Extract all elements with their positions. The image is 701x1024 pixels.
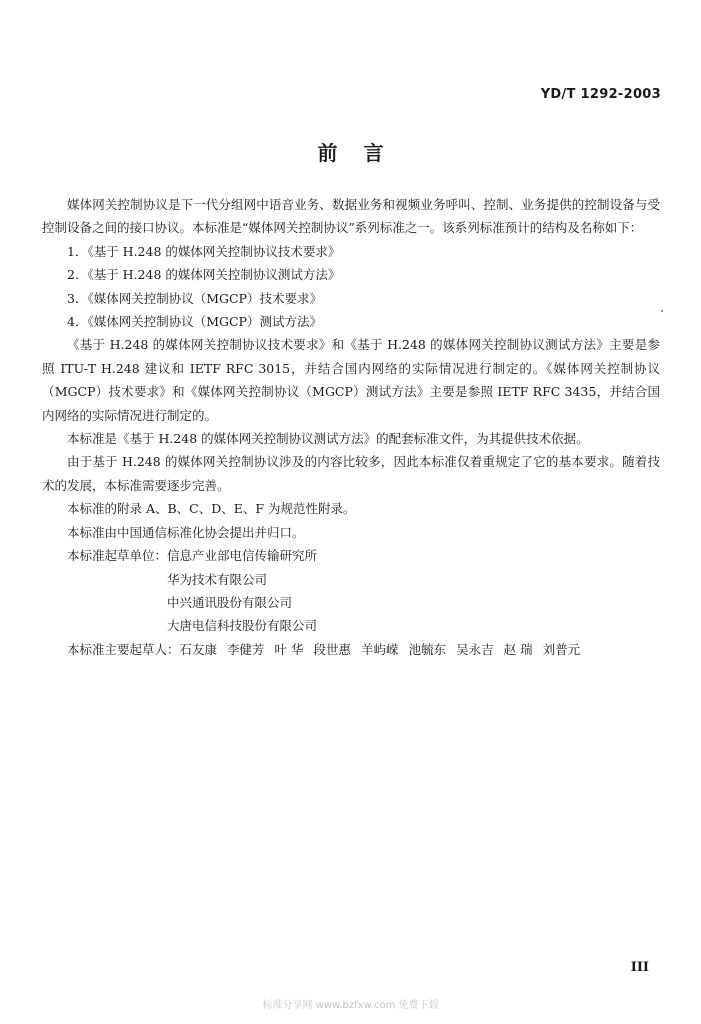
drafter-name: 刘普元	[542, 641, 581, 657]
drafter-name: 池毓东	[408, 641, 447, 657]
drafters-label: 本标准主要起草人：	[67, 641, 180, 657]
scan-speck	[661, 310, 663, 312]
drafter-name: 羊屿嵘	[361, 641, 399, 657]
drafting-unit: 信息产业部电信传输研究所	[167, 548, 318, 564]
watermark: 标准分享网 www.bzfxw.com 免费下载	[262, 1000, 439, 1011]
drafter-name: 段世惠	[313, 641, 352, 657]
drafter-name: 赵 瑞	[503, 641, 533, 657]
drafting-unit: 大唐电信科技股份有限公司	[167, 618, 318, 634]
page-number: III	[630, 960, 649, 975]
scope-paragraph: 由于基于 H.248 的媒体网关控制协议涉及的内容比较多，因此本标准仅着重规定了它的基本要求。随着技术的发展，本标准需要逐步完善。	[42, 454, 660, 493]
appendix-note: 本标准的附录 A、B、C、D、E、F 为规范性附录。	[67, 501, 356, 517]
series-list-item-2: 2．《基于 H.248 的媒体网关控制协议测试方法》	[67, 267, 341, 283]
document-body	[42, 193, 660, 661]
proposer-note: 本标准由中国通信标准化协会提出并归口。	[67, 524, 305, 540]
series-list-item-3: 3．《媒体网关控制协议（MGCP）技术要求》	[67, 290, 322, 306]
drafting-units-list	[167, 544, 317, 638]
drafter-name: 石友康	[179, 641, 218, 657]
standard-code: YD/T 1292-2003	[540, 87, 661, 102]
drafting-units	[42, 544, 660, 638]
companion-paragraph: 本标准是《基于 H.248 的媒体网关控制协议测试方法》的配套标准文件，为其提供技术依据。	[67, 431, 589, 447]
drafters-row	[42, 638, 660, 661]
drafter-name: 吴永吉	[456, 641, 494, 657]
drafter-name: 叶 华	[274, 641, 304, 657]
intro-paragraph: 媒体网关控制协议是下一代分组网中语音业务、数据业务和视频业务呼叫、控制、业务提供的控制设备与受控制设备之间的接口协议。本标准是“媒体网关控制协议”系列标准之一。该系列标准预计的结构及名称如下：	[42, 197, 660, 236]
series-list-item-1: 1．《基于 H.248 的媒体网关控制协议技术要求》	[67, 243, 341, 259]
drafting-unit: 中兴通讯股份有限公司	[167, 594, 293, 610]
reference-paragraph: 《基于 H.248 的媒体网关控制协议技术要求》和《基于 H.248 的媒体网关控制协议测试方法》主要是参照 ITU-T H.248 建议和 IETF RFC 3015，并结合国内网络的实际情况进行制定的。《媒体网关控制协议（MGCP）技术要求》和《媒体网关控制协议（MGCP）测试方法》主要是参照 IETF RFC 3435，并结合国内网络的实际情况进行制定的。	[42, 337, 660, 423]
drafting-unit: 华为技术有限公司	[167, 571, 268, 587]
page-title: 前言	[317, 141, 410, 165]
drafting-units-label: 本标准起草单位：	[67, 548, 168, 564]
drafter-name: 李健芳	[227, 641, 265, 657]
series-list-item-4: 4．《媒体网关控制协议（MGCP）测试方法》	[67, 314, 322, 330]
